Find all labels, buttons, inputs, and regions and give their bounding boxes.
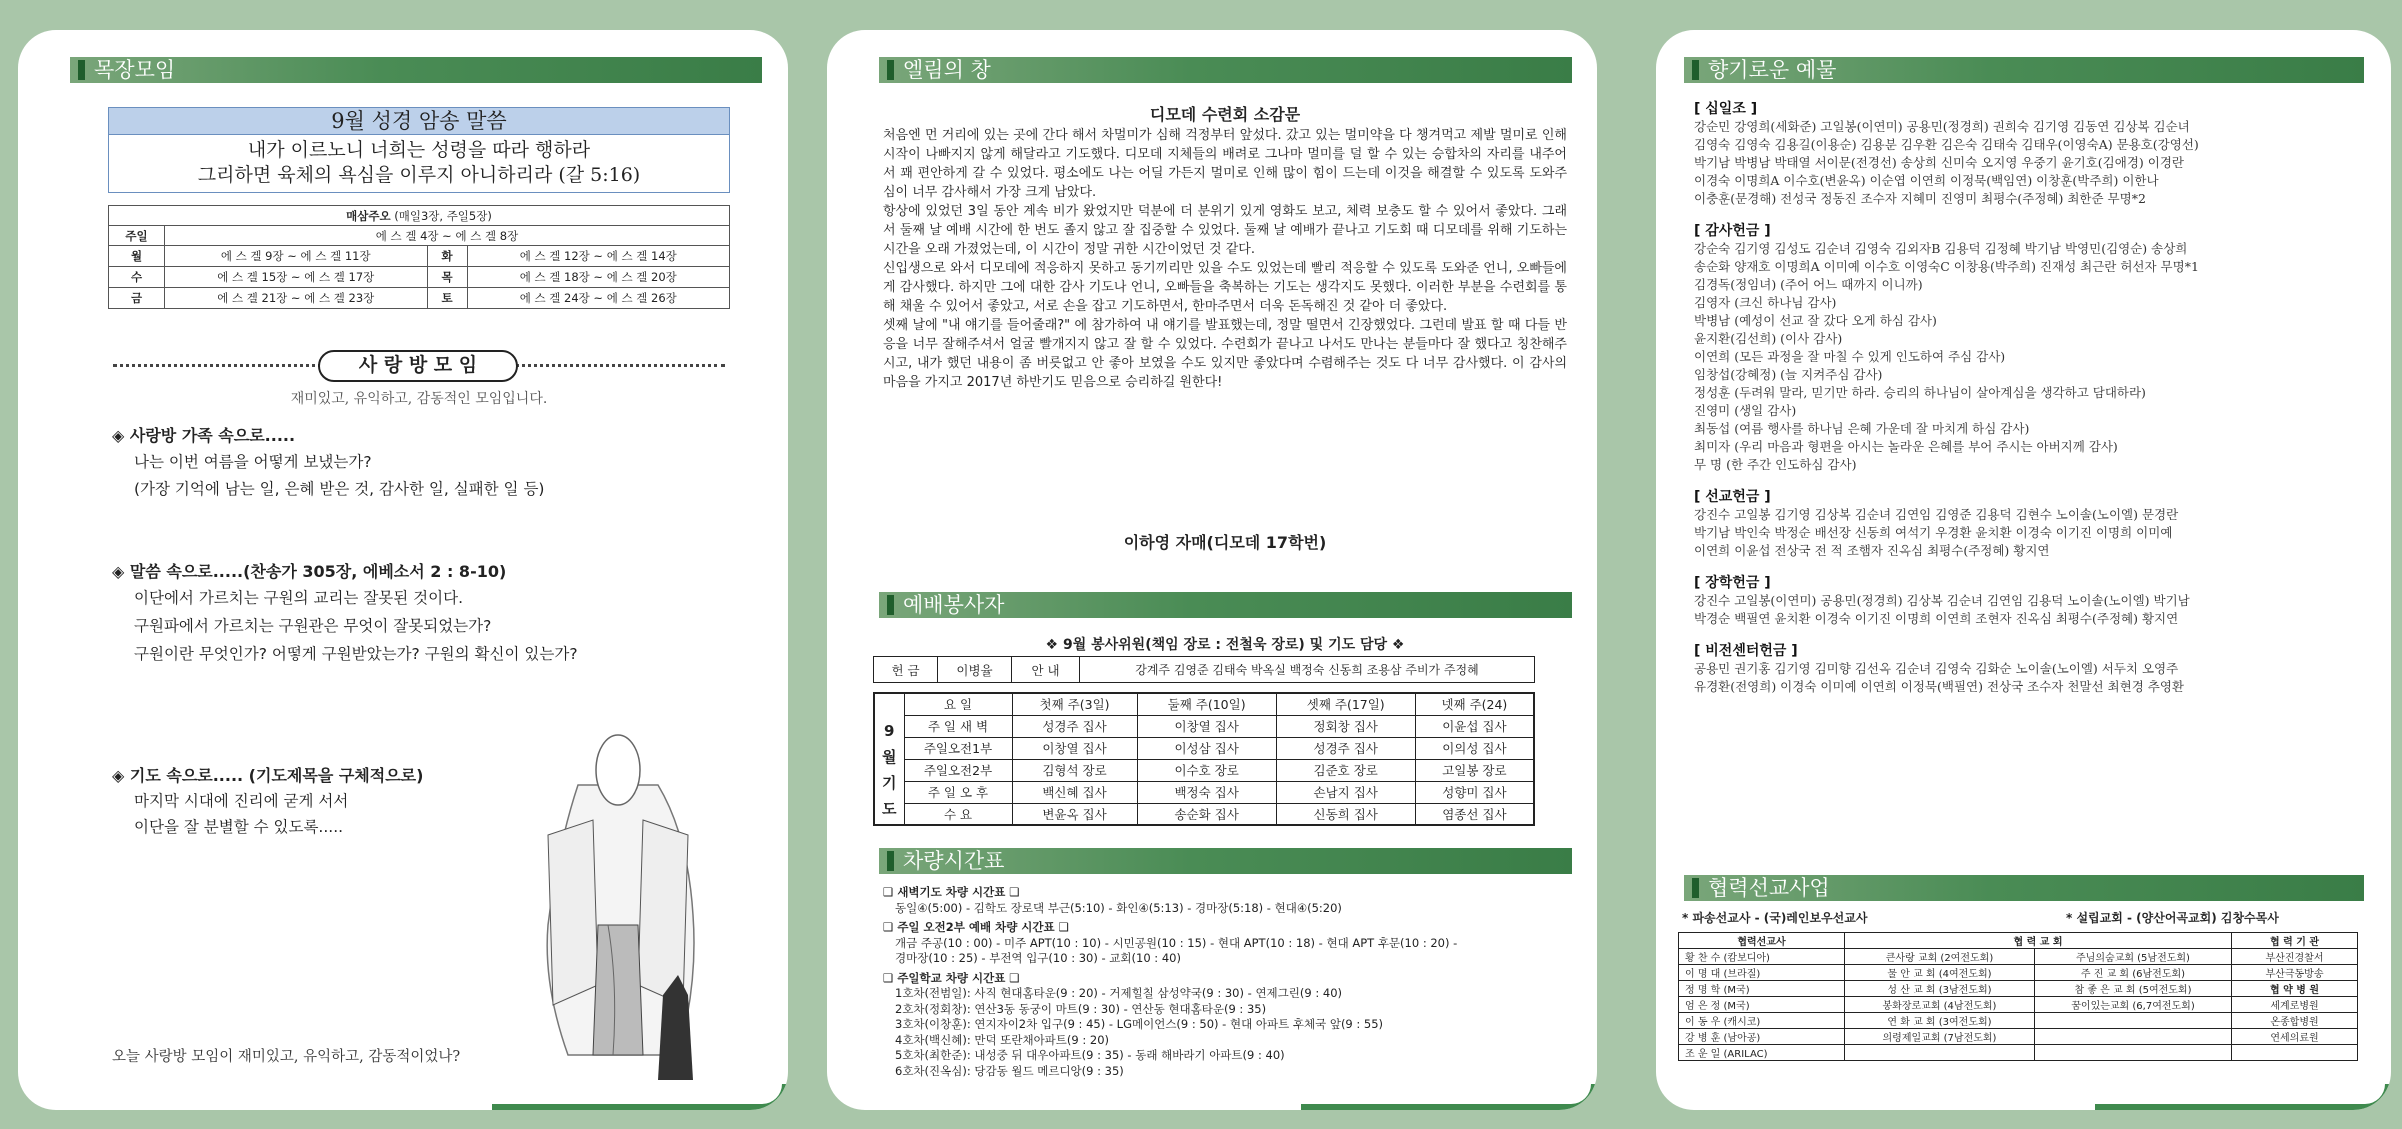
institution-cell xyxy=(2232,1045,2358,1061)
church-cell: 물 안 교 회 (4여전도회) xyxy=(1845,965,2035,981)
bus-line: 개금 주공(10 : 00) - 미주 APT(10 : 10) - 시민공원(10 : 15) - 현대 APT(10 : 18) - 현대 APT 후문(10 : 20) - xyxy=(895,935,1458,950)
missionary-cell: 엄 은 정 (M국) xyxy=(1679,997,1845,1013)
church-cell: 봉화장로교회 (4남전도회) xyxy=(1845,997,2035,1013)
church-note: * 설립교회 - (양산어곡교회) 김창수목사 xyxy=(2066,911,2279,925)
column-header: 협력선교사 xyxy=(1679,933,1845,949)
offering-title: [ 비전센터헌금 ] xyxy=(1694,643,1798,659)
bus-title: ❑ 주일학교 차량 시간표 ❑ xyxy=(883,970,1020,985)
church-cell xyxy=(2035,1045,2232,1061)
duty-name: 이윤섭 집사 xyxy=(1415,715,1534,737)
blank-cell xyxy=(874,693,904,715)
offerings-list xyxy=(1694,100,2364,696)
missionary-cell: 정 명 학 (M국) xyxy=(1679,981,1845,997)
verse-line: 내가 이르노니 너희는 성령을 따라 행하라 xyxy=(247,139,591,161)
institution-cell: 협 약 병 원 xyxy=(2232,981,2358,997)
side-char: 9 xyxy=(884,721,895,740)
question-block xyxy=(112,424,752,502)
institution-cell: 세계로병원 xyxy=(2232,997,2358,1013)
meeting-subtitle: 재미있고, 유익하고, 감동적인 모임입니다. xyxy=(290,391,548,407)
offering-line: 박경순 백필연 윤치환 이경숙 이기진 이명희 이연희 조현자 진옥심 최평수(주정혜) 황지연 xyxy=(1694,611,2179,626)
offering-line: 윤지환(김선희) (이사 감사) xyxy=(1694,331,1843,346)
offering-line: 최동섭 (여름 행사를 하나님 은혜 가운데 잘 마치게 하심 감사) xyxy=(1694,421,2030,436)
missionary-cell: 강 병 훈 (남아공) xyxy=(1679,1029,1845,1045)
duty-name: 성향미 집사 xyxy=(1415,781,1534,803)
bus-line: 1호차(전범일): 사직 현대홈타운(9 : 20) - 거제힐칠 삼성약국(9 : 30) - 연제그린(9 : 40) xyxy=(895,986,1342,1000)
corner-decoration xyxy=(1656,30,1988,60)
day-label: 토 xyxy=(427,288,467,309)
section-header-bus: 차량시간표 xyxy=(879,848,1572,874)
committee-names: 강계주 김영준 김태숙 박옥실 백정숙 신동희 조용삼 주비가 주정혜 xyxy=(1080,657,1535,683)
missionary-cell: 조 운 일 (ARILAC) xyxy=(1679,1045,1845,1061)
duty-name: 고일봉 장로 xyxy=(1415,759,1534,781)
offering-title: [ 십일조 ] xyxy=(1694,101,1758,117)
question-line: 나는 이번 여름을 어떻게 보냈는가? xyxy=(134,453,372,471)
verse-box xyxy=(108,107,730,193)
bus-schedule xyxy=(883,885,1567,1079)
offering-line: 정성훈 (두려워 말라, 믿기만 하라. 승리의 하나님이 살아계심을 생각하고 담대하라) xyxy=(1694,385,2146,400)
column-header: 넷째 주(24) xyxy=(1415,693,1534,715)
offering-line: 최미자 (우리 마음과 형편을 아시는 놀라운 은혜를 부어 주시는 아버지께 감사) xyxy=(1694,439,2118,454)
column-header: 요 일 xyxy=(904,693,1012,715)
church-cell xyxy=(1845,1045,2035,1061)
day-label: 주일 xyxy=(109,226,165,246)
bus-line: 4호차(백신혜): 만덕 또란채아파트(9 : 20) xyxy=(895,1032,1109,1047)
church-cell: 주님의숨교회 (5남전도회) xyxy=(2035,949,2232,965)
duty-name: 송순화 집사 xyxy=(1137,803,1276,825)
day-label: 금 xyxy=(109,288,165,309)
church-cell: 의령제일교회 (7남전도회) xyxy=(1845,1029,2035,1045)
institution-cell: 온종합병원 xyxy=(2232,1013,2358,1029)
duty-name: 이창열 집사 xyxy=(1137,715,1276,737)
duty-name: 백신혜 집사 xyxy=(1012,781,1137,803)
church-cell: 큰사랑 교회 (2여전도회) xyxy=(1845,949,2035,965)
duty-name: 변윤옥 집사 xyxy=(1012,803,1137,825)
panel-middle xyxy=(827,30,1597,1110)
missionary-cell: 황 찬 수 (캄보디아) xyxy=(1679,949,1845,965)
reading-range: 에 스 겔 4장 ~ 에 스 겔 8장 xyxy=(165,226,730,246)
question-line: 이단에서 가르치는 구원의 교리는 잘못된 것이다. xyxy=(134,589,464,607)
duty-name: 염종선 집사 xyxy=(1415,803,1534,825)
schedule-title: 매삼주오 (매일3장, 주일5장) xyxy=(109,206,730,226)
offering-line: 김영자 (크신 하나님 감사) xyxy=(1694,295,1837,310)
question-line: 구원이란 무엇인가? 어떻게 구원받았는가? 구원의 확신이 있는가? xyxy=(134,645,578,663)
offering-line: 김영숙 김영숙 김용길(이용순) 김용분 김우환 김은숙 김태숙 김태우(이영숙A) 문용호(강영선) xyxy=(1694,137,2199,152)
question-line: 마지막 시대에 진리에 굳게 서서 xyxy=(134,792,349,810)
day-label: 화 xyxy=(427,246,467,267)
duty-name: 성경주 집사 xyxy=(1276,737,1415,759)
column-header: 첫째 주(3일) xyxy=(1012,693,1137,715)
offering-line: 박병남 (예성이 선교 잘 갔다 오게 하심 감사) xyxy=(1694,313,1937,328)
offering-line: 이연희 이윤섭 전상국 전 적 조햄자 진옥심 최평수(주정혜) 황지연 xyxy=(1694,543,2050,558)
offering-line: 송순화 양재호 이명희A 이미예 이수호 이영숙C 이창용(박주희) 진재성 최근란 허선자 무명*1 xyxy=(1694,259,2199,274)
meeting-title: 사 랑 방 모 임 xyxy=(318,350,518,382)
duty-name: 손남지 집사 xyxy=(1276,781,1415,803)
side-char: 월 xyxy=(882,747,897,766)
bus-line: 동일④(5:00) - 김학도 장로댁 부근(5:10) - 화인④(5:13) - 경마장(5:18) - 현대④(5:20) xyxy=(895,900,1342,915)
duty-name: 백정숙 집사 xyxy=(1137,781,1276,803)
committee-label: 안 내 xyxy=(1012,657,1080,683)
article-title: 디모데 수련회 소감문 xyxy=(1149,105,1301,124)
bus-line: 2호차(정회창): 연산3동 동궁이 마트(9 : 30) - 연산동 현대홈타운(9 : 35) xyxy=(895,1001,1267,1016)
offering-title: [ 장학헌금 ] xyxy=(1694,575,1771,591)
section-header-elim: 엘림의 창 xyxy=(879,57,1572,83)
duty-name: 이수호 장로 xyxy=(1137,759,1276,781)
column-header: 셋째 주(17일) xyxy=(1276,693,1415,715)
bus-title: ❑ 새벽기도 차량 시간표 ❑ xyxy=(883,885,1020,899)
committee-table xyxy=(873,656,1535,683)
institution-cell: 부산극동방송 xyxy=(2232,965,2358,981)
reading-range: 에 스 겔 21장 ~ 에 스 겔 23장 xyxy=(165,288,428,309)
article-paragraph: 신입생으로 와서 디모데에 적응하지 못하고 동기끼리만 있을 수도 있었는데 빨리 적응할 수 있도록 도와준 언니, 오빠들에게 감사했다. 하지만 그에 대한 감사 기도나 언니, 오빠들을 축복하는 기도는 생각지도 못했다. 이러한 부분을 수련회를 통해 채울 수 있어서 좋았고, 서로 손을 잡고 기도하면서, 한마주면서 더욱 돈독해진 것 같아 더 좋았다. xyxy=(883,261,1567,314)
duty-name: 이창열 집사 xyxy=(1012,737,1137,759)
duty-name: 김준호 장로 xyxy=(1276,759,1415,781)
day-label: 목 xyxy=(427,267,467,288)
bus-line: 6호차(진옥심): 당감동 월드 메르디앙(9 : 35) xyxy=(895,1063,1124,1078)
column-header: 협 력 기 관 xyxy=(2232,933,2358,949)
section-header-mission: 협력선교사업 xyxy=(1684,875,2364,901)
offering-line: 무 명 (한 주간 인도하심 감사) xyxy=(1694,457,1857,472)
month-side-label xyxy=(874,715,904,825)
offering-line: 박기남 박인숙 박정순 배선장 신동희 여석기 우경환 윤치환 이경숙 이기진 이명희 이미예 xyxy=(1694,525,2173,540)
closing-question: 오늘 사랑방 모임이 재미있고, 유익하고, 감동적이었나? xyxy=(112,1049,461,1065)
church-cell: 참 좋 은 교 회 (5여전도회) xyxy=(2035,981,2232,997)
column-header: 둘째 주(10일) xyxy=(1137,693,1276,715)
day-label: 수 xyxy=(109,267,165,288)
article-paragraph: 항상에 있었던 3일 동안 계속 비가 왔었지만 덕분에 더 분위기 있게 영화도 보고, 체력 보충도 할 수 있어서 좋았다. 그래서 둘째 날 예배 시간에 한 번도 졸지 않고 잘 집중할 수 있었다. 둘째 날 예배가 끝나고 기도회 때 디모데를 위해 기도하는 시간을 오래 가졌었는데, 이 시간이 정말 귀한 시간이었던 것 같다. xyxy=(883,204,1567,257)
missionary-note: * 파송선교사 - (국)레인보우선교사 xyxy=(1682,911,1868,925)
verse-line: 그리하면 육체의 욕심을 이루지 아니하리라 (갈 5:16) xyxy=(197,164,641,186)
offering-line: 이연희 (모든 과정을 잘 마칠 수 있게 인도하여 주심 감사) xyxy=(1694,349,2006,364)
duty-name: 이의성 집사 xyxy=(1415,737,1534,759)
institution-cell: 부산진경찰서 xyxy=(2232,949,2358,965)
bus-line: 경마장(10 : 25) - 부전역 입구(10 : 30) - 교회(10 : 40) xyxy=(895,951,1181,965)
committee-name: 이병율 xyxy=(938,657,1012,683)
service-name: 수 요 xyxy=(904,803,1012,825)
offering-line: 이경숙 이명희A 이수호(변윤옥) 이순엽 이연희 이정묵(백임연) 이창훈(박주희) 이한나 xyxy=(1694,173,2159,188)
section-header-worship: 예배봉사자 xyxy=(879,592,1572,618)
question-block xyxy=(112,764,552,840)
verse-title: 9월 성경 암송 말씀 xyxy=(109,108,729,135)
duty-name: 김형석 장로 xyxy=(1012,759,1137,781)
church-cell: 주 진 교 회 (6남전도회) xyxy=(2035,965,2232,981)
article-author: 이하영 자매(디모데 17학번) xyxy=(1123,533,1327,552)
offering-title: [ 감사헌금 ] xyxy=(1694,223,1771,239)
offering-line: 유경환(전영희) 이경숙 이미예 이연희 이정묵(백필연) 전상국 조수자 천말선 최현경 추영환 xyxy=(1694,679,2184,694)
offering-line: 강진수 고일봉(이연미) 공용민(정경희) 김상복 김순녀 김연임 김용덕 노이솔(노이엘) 박기남 xyxy=(1694,593,2190,608)
church-cell: 성 산 교 회 (3남전도회) xyxy=(1845,981,2035,997)
reading-range: 에 스 겔 12장 ~ 에 스 겔 14장 xyxy=(467,246,730,267)
corner-decoration xyxy=(18,30,350,60)
reading-range: 에 스 겔 18장 ~ 에 스 겔 20장 xyxy=(467,267,730,288)
offering-line: 박기남 박병남 박태열 서이문(전경선) 송상희 신미숙 오지영 우중기 윤기호(김애경) 이경란 xyxy=(1694,155,2184,170)
reading-range: 에 스 겔 24장 ~ 에 스 겔 26장 xyxy=(467,288,730,309)
service-name: 주 일 오 후 xyxy=(904,781,1012,803)
mission-table xyxy=(1678,932,2358,1061)
panel-right xyxy=(1656,30,2391,1110)
article-paragraph: 셋째 날에 "내 얘기를 들어줄래?" 에 참가하여 내 얘기를 발표했는데, 정말 떨면서 긴장했었다. 그런데 발표 할 때 다들 반응을 너무 잘해주셔서 얼굴 빨개지지 않고 잘 할 수 있었다. 수련회가 끝나고 나서도 만나는 분들마다 잘 했다고 칭찬해주시고, 내가 했던 내용이 좀 버릇없고 안 좋아 보였을 수도 있지만 좋았다며 수렴해주는 것도 다 너무 감사했다. 이 감사의 마음을 가지고 2017년 하반기도 믿음으로 승리하길 원한다! xyxy=(883,318,1567,390)
church-cell xyxy=(2035,1029,2232,1045)
church-cell: 연 화 교 회 (3여전도회) xyxy=(1845,1013,2035,1029)
illustration-figure xyxy=(518,725,723,1090)
institution-cell: 연세의료원 xyxy=(2232,1029,2358,1045)
reading-schedule-table xyxy=(108,205,730,309)
side-char: 기 xyxy=(882,773,897,792)
corner-decoration xyxy=(1301,1084,1597,1110)
prayer-duty-table xyxy=(873,692,1535,826)
church-cell: 꿈이있는교회 (6,7여전도회) xyxy=(2035,997,2232,1013)
question-line: 구원파에서 가르치는 구원관은 무엇이 잘못되었는가? xyxy=(134,617,492,635)
day-label: 월 xyxy=(109,246,165,267)
offering-line: 이충훈(문경해) 전성국 정동진 조수자 지혜미 진영미 최평수(주정혜) 최한준 무명*2 xyxy=(1694,191,2146,206)
offering-line: 강순민 강영희(세화준) 고일봉(이연미) 공용민(정경희) 권희숙 김기영 김동연 김상복 김순녀 xyxy=(1694,119,2190,134)
article-paragraph: 처음엔 먼 거리에 있는 곳에 간다 해서 차멀미가 심해 걱정부터 앞섰다. 갔고 있는 멀미약을 다 챙겨먹고 제발 멀미로 인해 시작이 나빠지지 않게 해달라고 기도했다. 디모데 지체들의 배려로 그나마 멀미를 덜 할 수 있는 승합차의 자리를 내주어서 꽤 편안하게 갈 수 있었다. 평소에도 나는 어딜 가든지 멀미로 인해 많이 힘이 드는데 이것을 해결할 수 있도록 도와주심이 너무 감사해서 가장 크게 남았다. xyxy=(883,128,1567,200)
panel-cell-group xyxy=(18,30,788,1110)
duty-name: 신동희 집사 xyxy=(1276,803,1415,825)
reading-range: 에 스 겔 9장 ~ 에 스 겔 11장 xyxy=(165,246,428,267)
bus-line: 3호차(이창훈): 연지자이2차 입구(9 : 45) - LG메이언스(9 : 50) - 현대 아파트 후체국 앞(9 : 55) xyxy=(895,1017,1384,1031)
side-char: 도 xyxy=(882,799,897,818)
question-line: 이단을 잘 분별할 수 있도록..... xyxy=(134,818,344,836)
service-name: 주일오전1부 xyxy=(904,737,1012,759)
offering-line: 공용민 권기홍 김기영 김미향 김선옥 김순녀 김영숙 김화순 노이솔(노이엘) 서두치 오영주 xyxy=(1694,661,2179,676)
column-header: 협 력 교 회 xyxy=(1845,933,2232,949)
question-title: ◈ 말씀 속으로.....(찬송가 305장, 에베소서 2 : 8-10) xyxy=(112,562,507,581)
missionary-cell: 이 명 대 (브라질) xyxy=(1679,965,1845,981)
offering-line: 진영미 (생일 감사) xyxy=(1694,403,1797,418)
offering-line: 김경독(정임녀) (주어 어느 때까지 이니까) xyxy=(1694,277,1923,292)
section-header-cell-group: 목장모임 xyxy=(70,57,762,83)
question-line: (가장 기억에 남는 일, 은혜 받은 것, 감사한 일, 실패한 일 등) xyxy=(134,480,545,498)
duty-name: 정회창 집사 xyxy=(1276,715,1415,737)
question-title: ◈ 기도 속으로..... (기도제목을 구체적으로) xyxy=(112,766,424,785)
bus-line: 5호차(최한준): 내성중 뒤 대우아파트(9 : 35) - 동래 해바라기 아파트(9 : 40) xyxy=(895,1048,1285,1062)
question-title: ◈ 사랑방 가족 속으로..... xyxy=(112,426,296,445)
duty-name: 성경주 집사 xyxy=(1012,715,1137,737)
offering-line: 강진수 고일봉 김기영 김상복 김순녀 김연임 김영준 김용덕 김현수 노이솔(노이엘) 문경란 xyxy=(1694,507,2179,522)
corner-decoration xyxy=(2095,1084,2391,1110)
committee-label: 헌 금 xyxy=(874,657,938,683)
question-block xyxy=(112,560,752,668)
offering-line: 강순숙 김기영 김성도 김순녀 김영숙 김외자B 김용덕 김정혜 박기남 박영민(김영순) 송상희 xyxy=(1694,241,2188,256)
service-name: 주 일 새 벽 xyxy=(904,715,1012,737)
bus-title: ❑ 주일 오전2부 예배 차량 시간표 ❑ xyxy=(883,920,1069,934)
article-body xyxy=(883,126,1567,392)
service-name: 주일오전2부 xyxy=(904,759,1012,781)
reading-range: 에 스 겔 15장 ~ 에 스 겔 17장 xyxy=(165,267,428,288)
offering-title: [ 선교헌금 ] xyxy=(1694,489,1771,505)
section-header-offerings: 향기로운 예물 xyxy=(1684,57,2364,83)
missionary-cell: 이 동 우 (캐시코) xyxy=(1679,1013,1845,1029)
corner-decoration xyxy=(827,30,1159,60)
church-cell xyxy=(2035,1013,2232,1029)
duty-name: 이성삼 집사 xyxy=(1137,737,1276,759)
offering-line: 임창섭(강혜정) (늘 지켜주심 감사) xyxy=(1694,367,1883,382)
committee-title: ❖ 9월 봉사위원(책임 장로 : 전철욱 장로) 및 기도 담당 ❖ xyxy=(1045,637,1405,653)
